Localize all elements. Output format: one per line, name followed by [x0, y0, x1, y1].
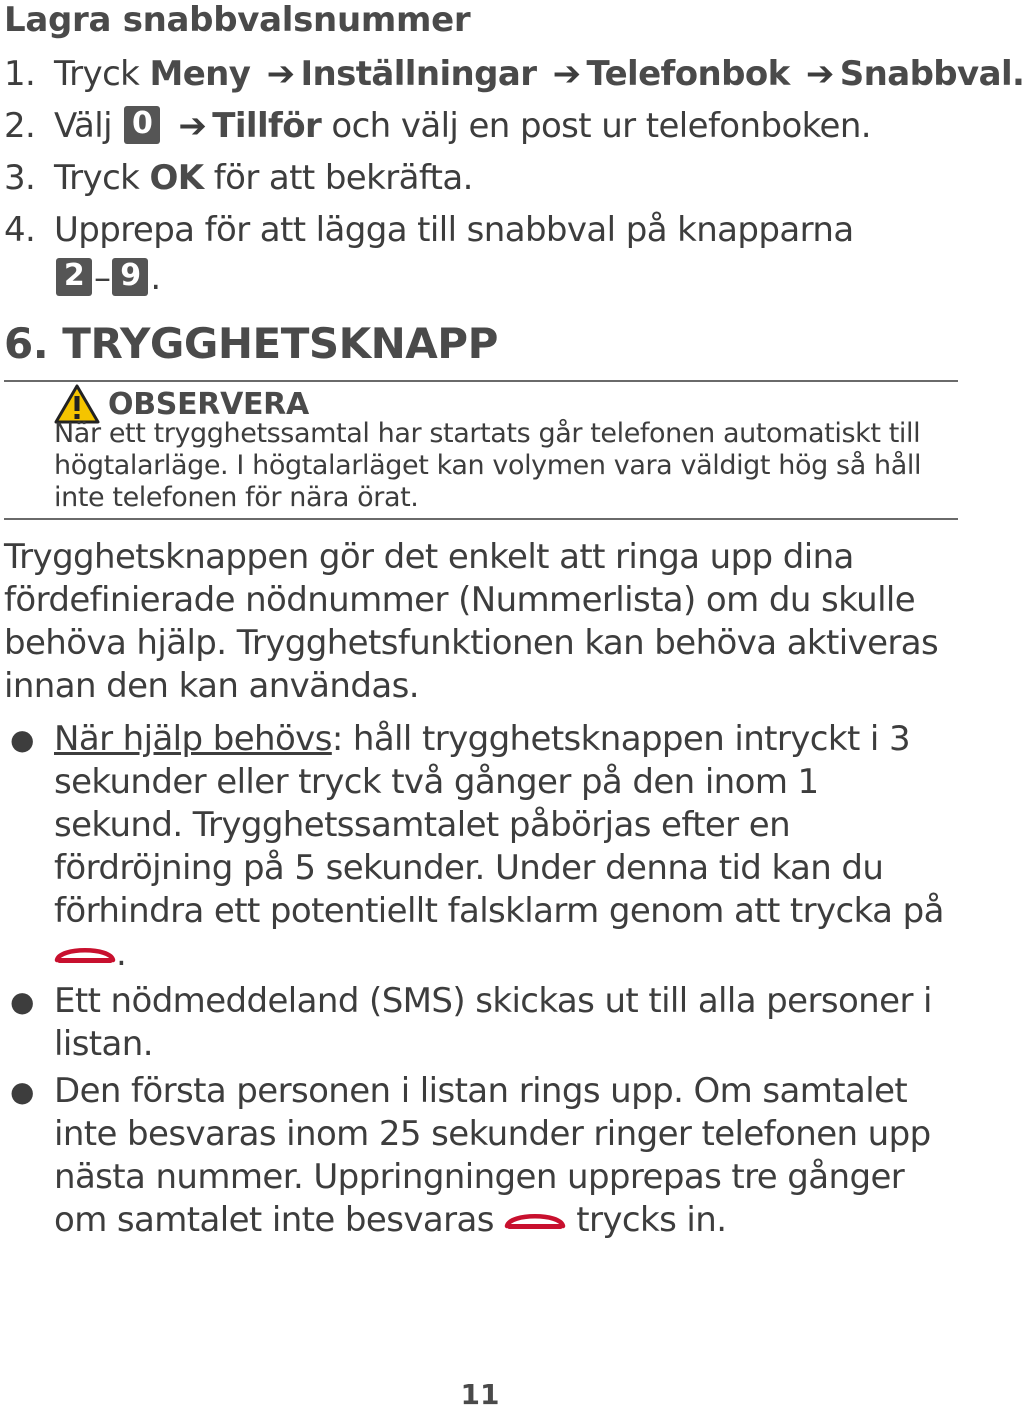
- intro-paragraph: Trygghetsknappen gör det enkelt att ringa upp dina fördefinierade nödnummer (Nummerlista) om du skulle behöva hjälp. Trygghetsfunktionen kan behöva aktiveras innan den kan användas.: [4, 537, 939, 706]
- phonebook-label: Telefonbok: [586, 54, 790, 94]
- arrow-right-icon: ➔: [805, 54, 834, 94]
- step-number: 1.: [4, 54, 36, 94]
- step-number: 2.: [4, 106, 36, 146]
- step-3: 3. Tryck OK för att bekräfta.: [4, 152, 954, 204]
- notice-title: OBSERVERA: [108, 386, 309, 422]
- list-item: ● Den första personen i listan rings upp. Om samtalet inte besvaras inom 25 sekunder ringer telefonen upp nästa nummer. Uppringningen upprepas tre gånger om samtalet inte besvaras trycks in.: [4, 1070, 954, 1242]
- hangup-phone-icon: [504, 1208, 566, 1232]
- settings-label: Inställningar: [300, 54, 537, 94]
- step-2: 2. Välj 0 ➔ Tillför och välj en post ur telefonboken.: [4, 100, 954, 152]
- arrow-right-icon: ➔: [552, 54, 581, 94]
- step-number: 3.: [4, 158, 36, 198]
- notice-bottom-divider: [4, 518, 958, 520]
- step-1: 1. Tryck Meny ➔ Inställningar ➔ Telefonbok ➔ Snabbval.: [4, 48, 954, 100]
- notice-top-divider: [4, 380, 958, 382]
- add-label: Tillför: [212, 106, 322, 146]
- bullet-icon: ●: [10, 1075, 34, 1108]
- section-heading: 6. TRYGGHETSKNAPP: [4, 319, 498, 368]
- list-item: ● Ett nödmeddeland (SMS) skickas ut till alla personer i listan.: [4, 980, 954, 1066]
- page-number: 11: [460, 1378, 500, 1411]
- key-0-icon: 0: [124, 106, 160, 144]
- bullet-icon: ●: [10, 985, 34, 1018]
- speeddial-label: Snabbval: [839, 54, 1013, 94]
- step-number: 4.: [4, 210, 36, 250]
- ok-label: OK: [149, 158, 204, 198]
- when-help-needed-label: När hjälp behövs: [54, 719, 332, 759]
- arrow-right-icon: ➔: [266, 54, 295, 94]
- arrow-right-icon: ➔: [178, 106, 207, 146]
- menu-label: Meny: [149, 54, 251, 94]
- key-2-icon: 2: [56, 258, 92, 296]
- steps-list: [4, 48, 1024, 300]
- bullet-icon: ●: [10, 723, 34, 756]
- subsection-heading: Lagra snabbvalsnummer: [4, 0, 471, 40]
- list-item: ● När hjälp behövs: håll trygghetsknappen intryckt i 3 sekunder eller tryck två gånger på den inom 1 sekund. Trygghetssamtalet påbörjas efter en fördröjning på 5 sekunder. Under denna tid kan du förhindra ett potentiellt falsklarm genom att trycka på .: [4, 718, 954, 976]
- notice-text: När ett trygghetssamtal har startats går telefonen automatiskt till högtalarläge. I högtalarläget kan volymen vara väldigt hög så håll inte telefonen för nära örat.: [54, 418, 922, 513]
- hangup-phone-icon: [54, 942, 116, 966]
- step-4: 4. Upprepa för att lägga till snabbval på knapparna 2 – 9 .: [4, 204, 954, 300]
- bullet-list: [4, 718, 954, 1246]
- key-9-icon: 9: [112, 258, 148, 296]
